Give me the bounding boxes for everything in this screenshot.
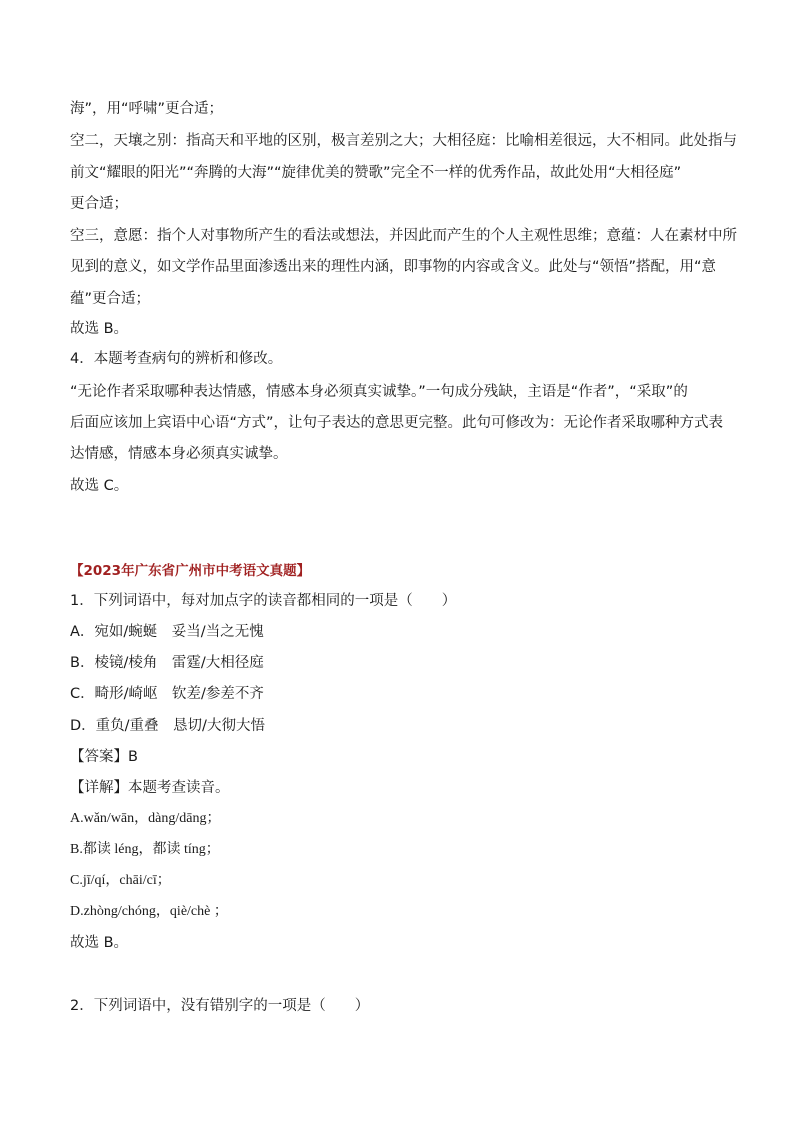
explanation-line: 空二，天壤之别：指高天和平地的区别，极言差别之大；大相径庭：比喻相差很远，大不相同。此处指与	[70, 133, 737, 149]
question-stem: 1．下列词语中，每对加点字的读音都相同的一项是（ ）	[70, 593, 457, 609]
detail-text: 本题考查读音。	[128, 780, 230, 796]
answer-value: B	[128, 749, 138, 765]
option-letter: A．	[70, 624, 95, 640]
explanation-line: 蕴”更合适；	[70, 291, 151, 307]
question-stem: 2．下列词语中，没有错别字的一项是（ ）	[70, 998, 370, 1014]
explanation-line: 4．本题考查病句的辨析和修改。	[70, 351, 283, 367]
option-c	[70, 684, 728, 704]
pinyin-line: C.jī/qí，chāi/cī；	[70, 873, 171, 888]
option-a	[70, 622, 728, 642]
pinyin-line: B.都读 léng，都读 tíng；	[70, 842, 220, 857]
pinyin-line: A.wǎn/wān，dàng/dāng；	[70, 811, 221, 826]
detail-line	[70, 778, 728, 798]
option-words: 宛如/蜿蜒 妥当/当之无愧	[94, 624, 264, 640]
explanation-line: 达情感，情感本身必须真实诚挚。	[70, 446, 288, 462]
option-words: 重负/重叠 恳切/大彻大悟	[95, 718, 265, 734]
option-letter: B．	[70, 655, 95, 671]
explanation-line: 故选 C。	[70, 478, 129, 494]
explanation-line: 见到的意义，如文学作品里面渗透出来的理性内涵，即事物的内容或含义。此处与“领悟”搭配，用“意	[70, 259, 717, 275]
option-d	[70, 716, 728, 736]
option-letter: C．	[70, 686, 95, 702]
answer-label: 【答案】	[70, 749, 128, 765]
option-words: 棱镜/棱角 雷霆/大相径庭	[94, 655, 264, 671]
option-letter: D．	[70, 718, 96, 734]
pinyin-line: D.zhòng/chóng，qiè/chè ；	[70, 904, 228, 919]
explanation-line: “无论作者采取哪种表达情感，情感本身必须真实诚挚。”一句成分残缺，主语是“作者”，“采取”的	[70, 384, 688, 400]
option-words: 畸形/崎岖 钦差/参差不齐	[94, 686, 264, 702]
conclusion-line: 故选 B。	[70, 935, 129, 951]
answer-line	[70, 747, 728, 767]
explanation-line: 前文“耀眼的阳光”“奔腾的大海”“旋律优美的赞歌”完全不一样的优秀作品，故此处用“大相径庭”	[70, 165, 682, 181]
section-heading: 【2023年广东省广州市中考语文真题】	[70, 563, 311, 579]
explanation-line: 海”，用“呼啸”更合适；	[70, 101, 224, 117]
explanation-line: 后面应该加上宾语中心语“方式”，让句子表达的意思更完整。此句可修改为：无论作者采取哪种方式表	[70, 415, 724, 431]
explanation-line: 空三，意愿：指个人对事物所产生的看法或想法，并因此而产生的个人主观性思维；意蕴：人在素材中所	[70, 228, 737, 244]
explanation-line: 故选 B。	[70, 321, 129, 337]
explanation-line: 更合适；	[70, 196, 128, 212]
option-b	[70, 653, 728, 673]
detail-label: 【详解】	[70, 780, 128, 796]
